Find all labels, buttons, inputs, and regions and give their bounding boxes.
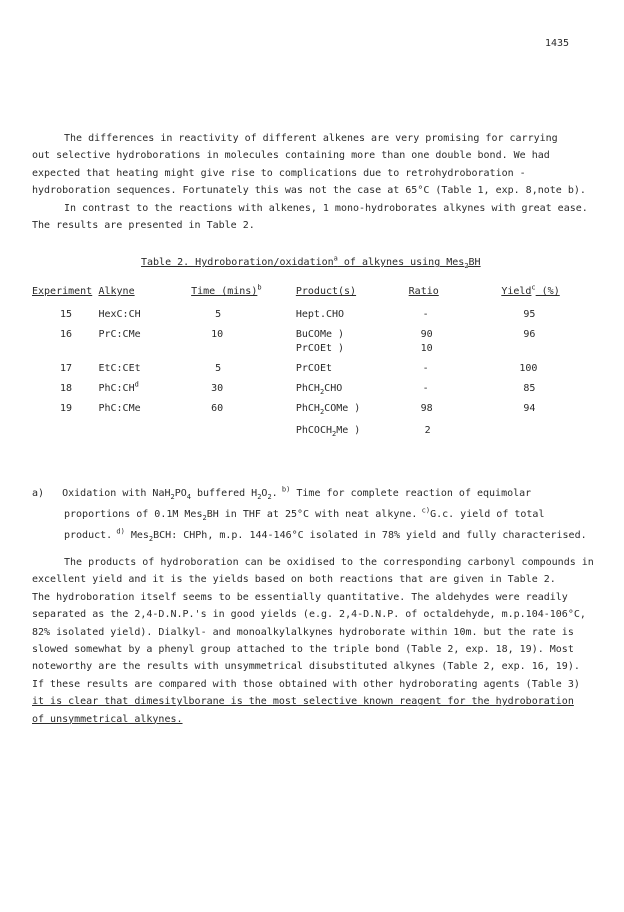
results-table [32, 282, 592, 441]
text-line-underlined: of unsymmetrical alkynes. [32, 713, 183, 725]
table-row [32, 325, 592, 359]
caption-text: Table 2. Hydroboration/oxidation [141, 257, 334, 268]
cell-exp: 15 [60, 309, 73, 320]
cell-alkyne: HexC:CH [98, 309, 141, 320]
caption-text: of alkynes using Mes [337, 257, 465, 268]
footnote-line: proportions of 0.1M Mes$_2$BH in THF at 25°C with neat alkyne. $^{c)}$G.c. yield of total [64, 506, 545, 522]
cell-ratio: - [422, 309, 429, 320]
cell-product: PhCH$_2$CHO [295, 383, 343, 396]
cell-exp: 16 [60, 329, 73, 340]
text-line-underlined: it is clear that dimesitylborane is the most selective known reagent for the hydroboration [32, 696, 574, 708]
text-line: The hydroboration itself seems to be essentially quantitative. The aldehydes were readily [32, 591, 568, 603]
header-ratio: Ratio [408, 286, 439, 297]
header-yield: Yield$^c$ (%) [501, 283, 560, 297]
cell-ratio: 90 10 [420, 329, 433, 354]
cell-ratio: - [422, 363, 429, 374]
caption-sup: a [333, 254, 338, 263]
cell-product: PrCOEt [295, 363, 332, 374]
header-time: Time $(\min s)^b$ [191, 283, 262, 297]
text-line: excellent yield and it is the yields based on both reactions that are given in Table 2. [32, 574, 556, 586]
table-row [32, 305, 592, 325]
table-footnotes [32, 483, 602, 546]
cell-time: 30 [211, 383, 224, 394]
header-products: Product(s) [295, 286, 357, 297]
cell-time: 5 [215, 363, 222, 374]
text-line: separated as the 2,4-D.N.P.'s in good yields (e.g. 2,4-D.N.P. of octaldehyde, m.p.104-106°C, [32, 609, 586, 621]
cell-product: Hept.CHO [295, 309, 345, 320]
cell-alkyne: $PhC:CH^d$ [98, 380, 139, 394]
cell-product: BuCOMe ) PrCOEt ) [295, 329, 345, 354]
table-row [32, 399, 592, 441]
table-header-row [32, 282, 592, 305]
cell-ratio: 98 2 [420, 403, 433, 436]
cell-exp: 17 [60, 363, 73, 374]
text-line: hydroboration sequences. Fortunately this was not the case at 65°C (Table 1, exp. 8,note b). [32, 185, 586, 197]
cell-alkyne: PrC:CMe [98, 329, 141, 340]
cell-yield: 85 [523, 383, 536, 394]
paragraph-differences [32, 130, 602, 200]
cell-time: 60 [211, 403, 224, 414]
cell-time: 10 [211, 329, 224, 340]
cell-exp: 19 [60, 403, 73, 414]
table-row [32, 359, 592, 379]
table-row [32, 379, 592, 399]
cell-product: PhCH$_2$COMe ) PhCOCH$_2$Me ) [295, 403, 361, 438]
cell-exp: 18 [60, 383, 73, 394]
caption-text: BH [468, 257, 481, 268]
cell-ratio: - [422, 383, 429, 394]
cell-yield: 95 [523, 309, 536, 320]
text-line: The products of hydroboration can be oxidised to the corresponding carbonyl compounds in [64, 557, 594, 568]
cell-alkyne: EtC:CEt [98, 363, 141, 374]
footnote-line: product. $^{d)}$ Mes$_2$BCH: CHPh, m.p. 144-146°C isolated in 78% yield and fully characterised. [64, 527, 587, 543]
text-line: out selective hydroborations in molecules containing more than one double bond. We had [32, 150, 550, 162]
paragraph-alkynes [32, 200, 602, 235]
cell-alkyne: PhC:CMe [98, 403, 141, 414]
text-line: The differences in reactivity of different alkenes are very promising for carrying [64, 133, 558, 144]
table-caption [141, 254, 481, 270]
cell-yield: 96 [523, 329, 536, 340]
header-experiment: Experiment [32, 286, 93, 297]
text-line: If these results are compared with those obtained with other hydroborating agents (Table 3) [32, 678, 580, 690]
text-line: 82% isolated yield). Dialkyl- and monoalkylalkynes hydroborate within 10m. but the rate is [32, 626, 574, 638]
footnote-line: a) Oxidation with $NaH_2PO_4$ buffered $H_2O_2$. $^{b)}$ Time for complete reaction of equimolar [32, 485, 532, 501]
cell-yield: 94 [523, 403, 536, 414]
text-line: The results are presented in Table 2. [32, 220, 255, 232]
header-alkyne: Alkyne [98, 286, 135, 297]
text-line: expected that heating might give rise to complications due to retrohydroboration - [32, 167, 526, 179]
text-line: In contrast to the reactions with alkenes, 1 mono-hydroborates alkynes with great ease. [64, 203, 588, 214]
text-line: slowed somewhat by a phenyl group attached to the triple bond (Table 2, exp. 18, 19). Most [32, 643, 574, 655]
cell-yield: 100 [519, 363, 538, 374]
text-line: noteworthy are the results with unsymmetrical disubstituted alkynes (Table 2, exp. 16, 19). [32, 661, 580, 673]
paragraph-products [32, 554, 602, 728]
page-number: 1435 [545, 38, 570, 49]
caption-sub: 2 [464, 262, 469, 270]
cell-time: 5 [215, 309, 222, 320]
